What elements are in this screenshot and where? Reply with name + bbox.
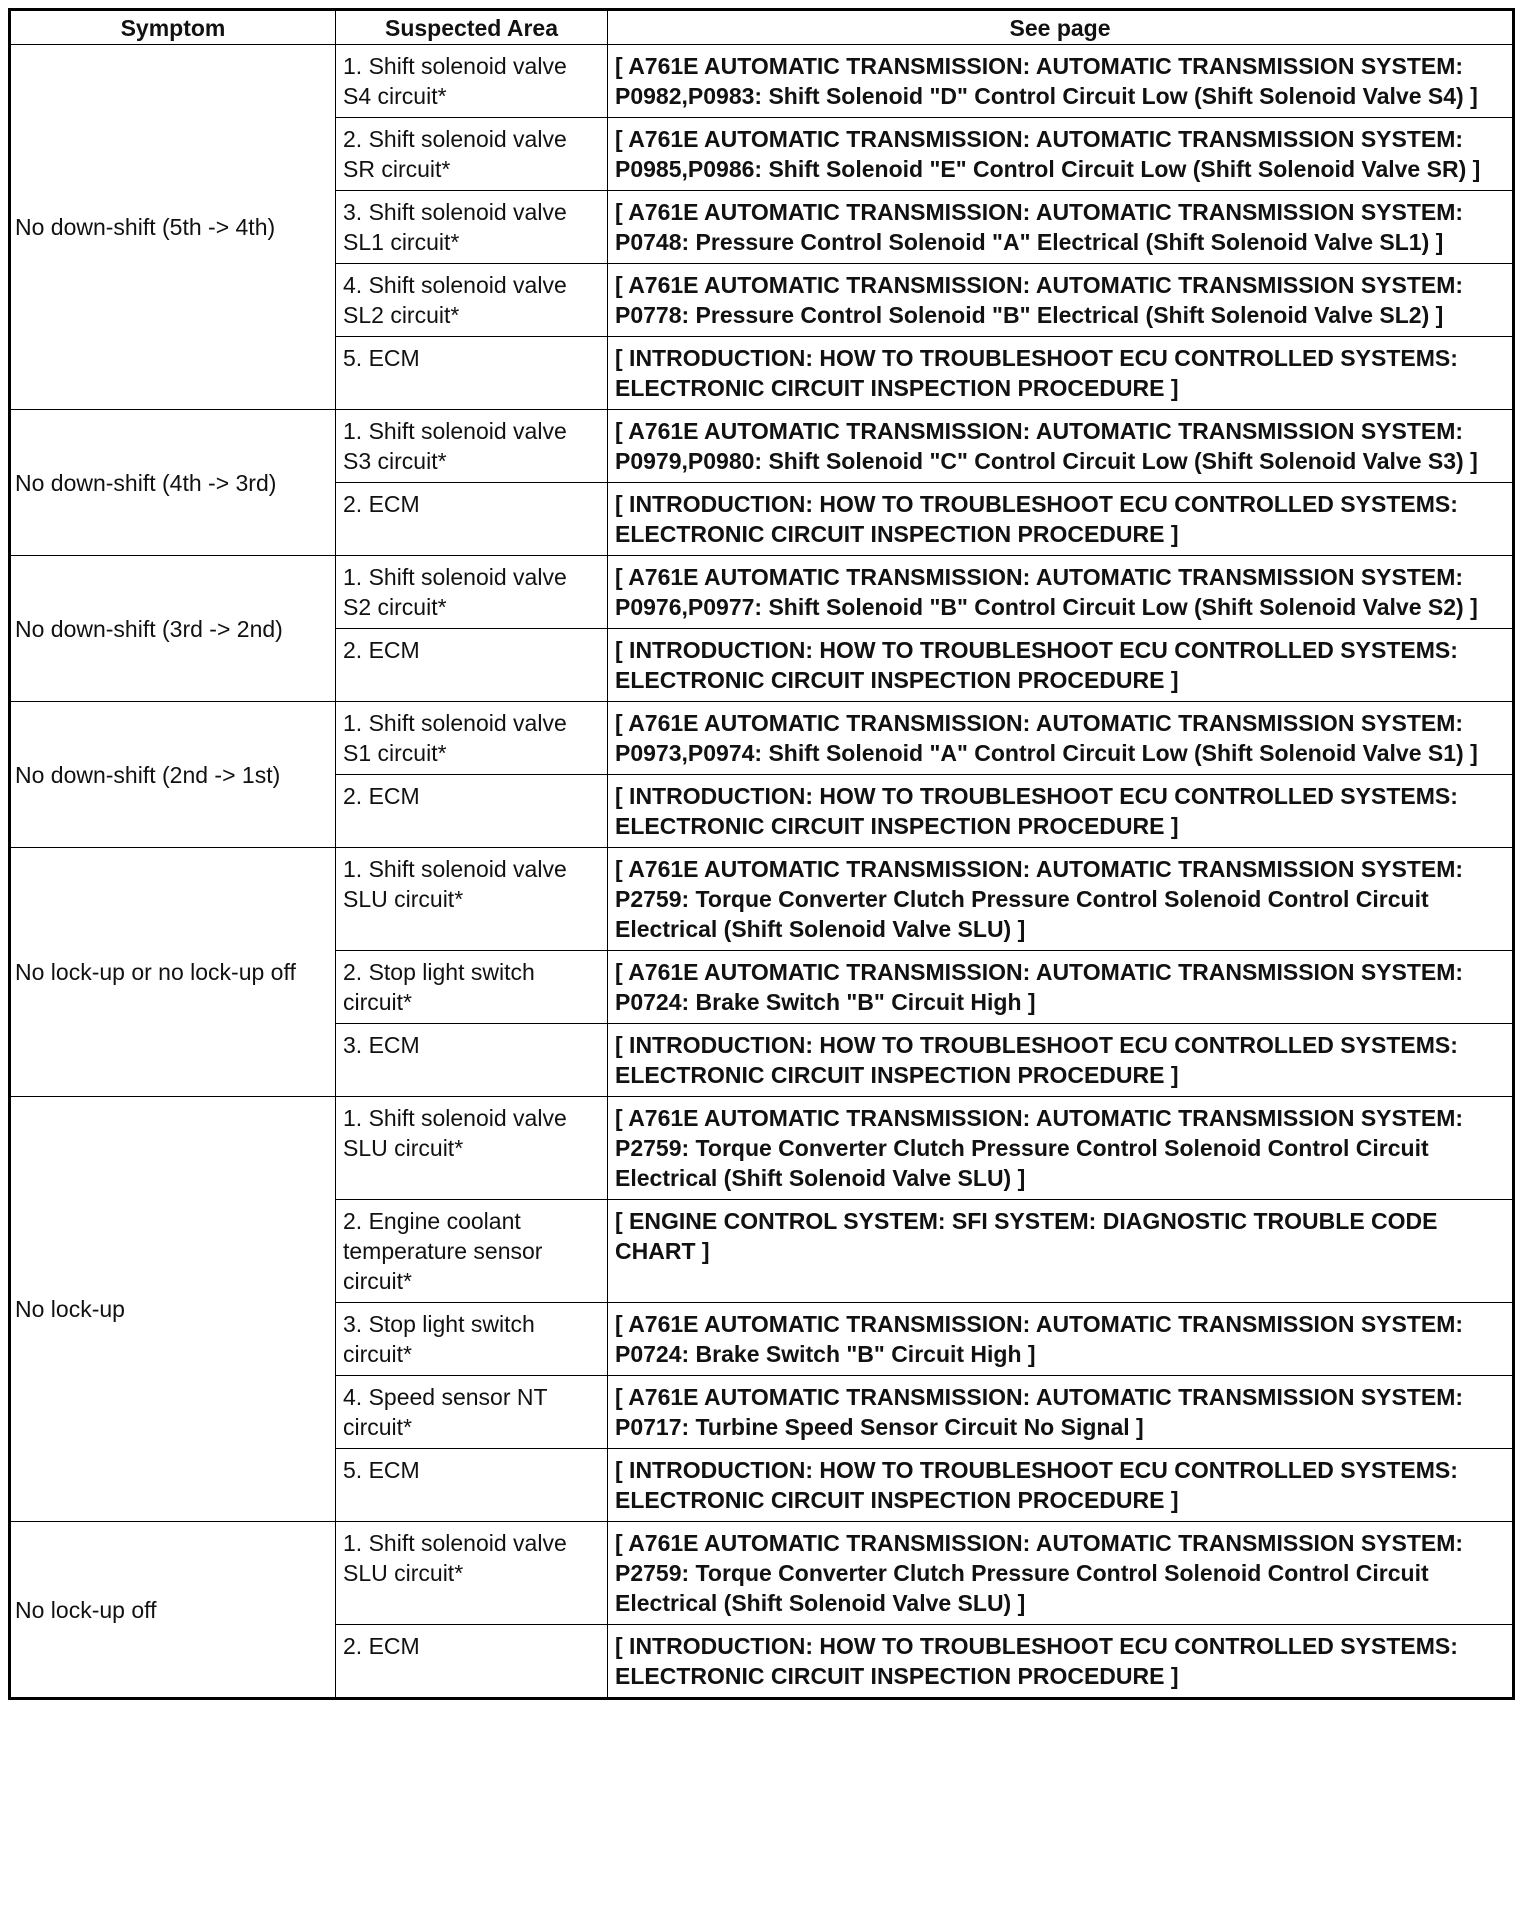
troubleshooting-table-container (8, 8, 1512, 1700)
suspected-area-cell: 2. Engine coolant temperature sensor circuit* (336, 1200, 608, 1303)
header-row (10, 10, 1514, 45)
suspected-area-cell: 5. ECM (336, 337, 608, 410)
table-row (10, 45, 1514, 118)
symptom-cell: No down-shift (4th -> 3rd) (10, 410, 336, 556)
see-page-reference-link[interactable]: [ A761E AUTOMATIC TRANSMISSION: AUTOMATIC TRANSMISSION SYSTEM: P0985,P0986: Shift Solenoid "E" Control Circuit Low (Shift Solenoid Valve SR) ] (608, 118, 1514, 191)
header-suspected-area: Suspected Area (336, 10, 608, 45)
suspected-area-cell: 2. Stop light switch circuit* (336, 951, 608, 1024)
suspected-area-cell: 2. ECM (336, 483, 608, 556)
see-page-reference-link[interactable]: [ A761E AUTOMATIC TRANSMISSION: AUTOMATIC TRANSMISSION SYSTEM: P0973,P0974: Shift Solenoid "A" Control Circuit Low (Shift Solenoid Valve S1) ] (608, 702, 1514, 775)
see-page-reference-link[interactable]: [ A761E AUTOMATIC TRANSMISSION: AUTOMATIC TRANSMISSION SYSTEM: P2759: Torque Converter Clutch Pressure Control Solenoid Control Circuit Electrical (Shift Solenoid Valve SLU) ] (608, 1097, 1514, 1200)
suspected-area-cell: 4. Shift solenoid valve SL2 circuit* (336, 264, 608, 337)
header-see-page: See page (608, 10, 1514, 45)
suspected-area-cell: 3. ECM (336, 1024, 608, 1097)
symptom-cell: No down-shift (2nd -> 1st) (10, 702, 336, 848)
suspected-area-cell: 4. Speed sensor NT circuit* (336, 1376, 608, 1449)
table-row (10, 1097, 1514, 1200)
see-page-reference-link[interactable]: [ INTRODUCTION: HOW TO TROUBLESHOOT ECU CONTROLLED SYSTEMS: ELECTRONIC CIRCUIT INSPECTION PROCEDURE ] (608, 1449, 1514, 1522)
see-page-reference-link[interactable]: [ A761E AUTOMATIC TRANSMISSION: AUTOMATIC TRANSMISSION SYSTEM: P0717: Turbine Speed Sensor Circuit No Signal ] (608, 1376, 1514, 1449)
suspected-area-cell: 5. ECM (336, 1449, 608, 1522)
suspected-area-cell: 2. ECM (336, 775, 608, 848)
table-row (10, 848, 1514, 951)
symptom-cell: No lock-up or no lock-up off (10, 848, 336, 1097)
suspected-area-cell: 2. ECM (336, 1625, 608, 1699)
see-page-reference-link[interactable]: [ INTRODUCTION: HOW TO TROUBLESHOOT ECU CONTROLLED SYSTEMS: ELECTRONIC CIRCUIT INSPECTION PROCEDURE ] (608, 1024, 1514, 1097)
see-page-reference-link[interactable]: [ A761E AUTOMATIC TRANSMISSION: AUTOMATIC TRANSMISSION SYSTEM: P0724: Brake Switch "B" Circuit High ] (608, 1303, 1514, 1376)
see-page-reference-link[interactable]: [ INTRODUCTION: HOW TO TROUBLESHOOT ECU CONTROLLED SYSTEMS: ELECTRONIC CIRCUIT INSPECTION PROCEDURE ] (608, 337, 1514, 410)
see-page-reference-link[interactable]: [ A761E AUTOMATIC TRANSMISSION: AUTOMATIC TRANSMISSION SYSTEM: P2759: Torque Converter Clutch Pressure Control Solenoid Control Circuit Electrical (Shift Solenoid Valve SLU) ] (608, 848, 1514, 951)
suspected-area-cell: 1. Shift solenoid valve SLU circuit* (336, 1097, 608, 1200)
see-page-reference-link[interactable]: [ A761E AUTOMATIC TRANSMISSION: AUTOMATIC TRANSMISSION SYSTEM: P0976,P0977: Shift Solenoid "B" Control Circuit Low (Shift Solenoid Valve S2) ] (608, 556, 1514, 629)
symptom-cell: No down-shift (5th -> 4th) (10, 45, 336, 410)
table-body (10, 45, 1514, 1699)
table-row (10, 1522, 1514, 1625)
suspected-area-cell: 1. Shift solenoid valve S4 circuit* (336, 45, 608, 118)
symptom-cell: No down-shift (3rd -> 2nd) (10, 556, 336, 702)
see-page-reference-link[interactable]: [ INTRODUCTION: HOW TO TROUBLESHOOT ECU CONTROLLED SYSTEMS: ELECTRONIC CIRCUIT INSPECTION PROCEDURE ] (608, 775, 1514, 848)
suspected-area-cell: 2. ECM (336, 629, 608, 702)
troubleshooting-table (8, 8, 1515, 1700)
suspected-area-cell: 2. Shift solenoid valve SR circuit* (336, 118, 608, 191)
see-page-reference-link[interactable]: [ INTRODUCTION: HOW TO TROUBLESHOOT ECU CONTROLLED SYSTEMS: ELECTRONIC CIRCUIT INSPECTION PROCEDURE ] (608, 483, 1514, 556)
see-page-reference-link[interactable]: [ INTRODUCTION: HOW TO TROUBLESHOOT ECU CONTROLLED SYSTEMS: ELECTRONIC CIRCUIT INSPECTION PROCEDURE ] (608, 1625, 1514, 1699)
table-row (10, 410, 1514, 483)
suspected-area-cell: 1. Shift solenoid valve S1 circuit* (336, 702, 608, 775)
suspected-area-cell: 1. Shift solenoid valve S2 circuit* (336, 556, 608, 629)
see-page-reference-link[interactable]: [ A761E AUTOMATIC TRANSMISSION: AUTOMATIC TRANSMISSION SYSTEM: P0724: Brake Switch "B" Circuit High ] (608, 951, 1514, 1024)
symptom-cell: No lock-up off (10, 1522, 336, 1699)
suspected-area-cell: 3. Stop light switch circuit* (336, 1303, 608, 1376)
symptom-cell: No lock-up (10, 1097, 336, 1522)
header-symptom: Symptom (10, 10, 336, 45)
see-page-reference-link[interactable]: [ A761E AUTOMATIC TRANSMISSION: AUTOMATIC TRANSMISSION SYSTEM: P0748: Pressure Control Solenoid "A" Electrical (Shift Solenoid Valve SL1) ] (608, 191, 1514, 264)
see-page-reference-link[interactable]: [ ENGINE CONTROL SYSTEM: SFI SYSTEM: DIAGNOSTIC TROUBLE CODE CHART ] (608, 1200, 1514, 1303)
suspected-area-cell: 1. Shift solenoid valve SLU circuit* (336, 1522, 608, 1625)
see-page-reference-link[interactable]: [ A761E AUTOMATIC TRANSMISSION: AUTOMATIC TRANSMISSION SYSTEM: P0982,P0983: Shift Solenoid "D" Control Circuit Low (Shift Solenoid Valve S4) ] (608, 45, 1514, 118)
table-row (10, 556, 1514, 629)
see-page-reference-link[interactable]: [ INTRODUCTION: HOW TO TROUBLESHOOT ECU CONTROLLED SYSTEMS: ELECTRONIC CIRCUIT INSPECTION PROCEDURE ] (608, 629, 1514, 702)
suspected-area-cell: 1. Shift solenoid valve S3 circuit* (336, 410, 608, 483)
suspected-area-cell: 3. Shift solenoid valve SL1 circuit* (336, 191, 608, 264)
see-page-reference-link[interactable]: [ A761E AUTOMATIC TRANSMISSION: AUTOMATIC TRANSMISSION SYSTEM: P0778: Pressure Control Solenoid "B" Electrical (Shift Solenoid Valve SL2) ] (608, 264, 1514, 337)
see-page-reference-link[interactable]: [ A761E AUTOMATIC TRANSMISSION: AUTOMATIC TRANSMISSION SYSTEM: P2759: Torque Converter Clutch Pressure Control Solenoid Control Circuit Electrical (Shift Solenoid Valve SLU) ] (608, 1522, 1514, 1625)
suspected-area-cell: 1. Shift solenoid valve SLU circuit* (336, 848, 608, 951)
see-page-reference-link[interactable]: [ A761E AUTOMATIC TRANSMISSION: AUTOMATIC TRANSMISSION SYSTEM: P0979,P0980: Shift Solenoid "C" Control Circuit Low (Shift Solenoid Valve S3) ] (608, 410, 1514, 483)
table-row (10, 702, 1514, 775)
